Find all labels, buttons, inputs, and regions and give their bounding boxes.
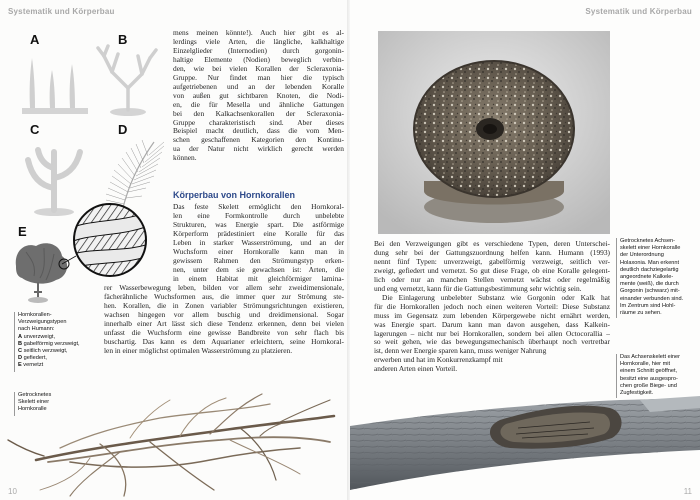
photo-caption-bottom: Das Achsenskelett einer Hornkoralle, hier mit einem Schnitt geöffnet, besitzt eine ausgespro- chen große Biege- und Zugfestigkeit.: [620, 354, 681, 397]
figure-caption-title-line: Hornkorallen-: [18, 312, 52, 318]
skeleton-caption: Getrocknetes Skelett einer Hornkoralle: [18, 392, 52, 413]
cut-coral-branch-photo: [350, 378, 700, 500]
figure-caption-item: B gabelförmig verzweigt,: [18, 340, 80, 347]
page-number-left: 10: [8, 487, 17, 496]
figure-caption-title-line: Verzweigungstypen: [18, 319, 67, 326]
figure-letter-c: C: [30, 122, 40, 137]
body-text-right: Bei den Verzweigungen gibt es verschiedene Typen, deren Unterschei- dung sehr bei der Gattungszuordnung helfen kann. Humann (1993) nennt fünf Typen: unverzweigt, gabelförmig verzweigt, seitlich ver- zweigt, gefiedert und vernetzt. So gut diese Frage, ob eine Koralle gelegent- lich oder nur an manchen Stellen vernetzt wächst oder regelmäßig und eng vernetzt, kann für die Gattungsbestimmung sehr wichtig sein. Die Einlagerung unbelebter Substanz wie Gorgonin oder Kalk hat für die Hornkorallen jedoch noch einen weiteren Vorteil: Diese Substanz muss im Gegensatz zum lebenden Körpergewebe nicht ernährt werden, was Energie spart. Darum kann man davon ausgehen, dass Kalkein- lagerungen – nicht nur bei Hornkorallen, sondern bei allen Octocorallia – so weit gehen, wie das bewegungsmechanisch überhaupt noch vertretbar ist, denn wer Energie sparen kann, muss weniger Nahrung erwerben und hat im Konkurrenzkampf mit anderen Arten einen Vorteil.: [374, 239, 610, 374]
magnified-detail-illustration: [70, 200, 150, 280]
right-page: [350, 0, 700, 500]
figure-caption-item: D gefiedert,: [18, 355, 47, 362]
body-text-column-1: mens meinen könnte!). Auch hier gibt es al- lerdings viele Arten, die längliche, kalkhaltige Einzelglieder (Internodien) durch gorgonin- haltige Elemente (Nodien) beweglich verbin- den, wie bei vielen Korallen der Scleraxonia- Gruppe. Nur findet man hier die typisch aufgetriebenen und an der lebenden Koralle von außen gut sichtbaren Knoten, die Nodi- en, die für Mesella und ähnliche Gattungen bei den Kalkachsenkorallen der Scleraxonia- Gruppe charakteristisch sind. Aber dieses Beispiel macht deutlich, dass die vom Men- schen geschaffenen Kategorien den Kontinu- ua der Natur nicht wirklich gerecht werden können.: [173, 28, 344, 163]
running-head-right: Systematik und Körperbau: [585, 7, 692, 16]
figure-caption-item: A unverzweigt,: [18, 333, 56, 340]
figure-letter-e: E: [18, 224, 27, 239]
figure-letter-b: B: [118, 32, 128, 47]
figure-caption-title-line: nach Humann:: [18, 326, 55, 333]
figure-letter-d: D: [118, 122, 128, 137]
photo-caption-top-rule: [616, 238, 617, 318]
figure-caption-item: E vernetzt: [18, 362, 44, 369]
page-number-right: 11: [683, 487, 692, 496]
running-head-left: Systematik und Körperbau: [8, 7, 115, 16]
figure-letter-a: A: [30, 32, 40, 47]
caption-rule: [14, 312, 15, 372]
branching-type-b-illustration: [92, 44, 164, 118]
figure-caption: [18, 312, 118, 370]
figure-caption-item: C seitlich verzweigt,: [18, 348, 68, 355]
dried-coral-skeleton-photo: [0, 378, 350, 500]
section-heading: Körperbau von Hornkorallen: [173, 190, 296, 200]
body-text-column-3: rer Wasserbewegung leben, bilden vor allem sehr zweidimensionale, fächerähnliche Wuchsformen aus, die immer quer zur Strömung ste- hen. Korallen, die in Zonen variabler Strömungsrichtungen existieren, wachsen hingegen vor allem buschig und dreidimensional. Sogar innerhalb einer Art lässt sich diese Tendenz erkennen, denn bei vielen unfasst die Wuchsform eine gewisse Bandbreite von sehr flach bis buschartig. Das kann es dem Aquarianer erleichtern, seine Hornkoral- len in einer möglichst optimalen Wasserströmung zu platzieren.: [104, 283, 344, 355]
branching-type-a-illustration: [14, 50, 94, 120]
photo-caption-top: Getrocknetes Achsen- skelett einer Hornkoralle der Unterordnung Holaxonia. Man erkennt deutlich dachziegelartig angeordnete Kalkele- mente (weiß), die durch Gorgonin (schwarz) mit- einander verbunden sind. Im Zentrum sind Hohl- räume zu sehen.: [620, 238, 684, 317]
body-text-column-2: Das feste Skelett ermöglicht den Hornkoral- len eine Formkontrolle durch unbelebte Strukturen, was Energie spart. Die astförmige Körperform prädestiniert eine Koralle für das Leben in starker Wasserströmung, und an der Wuchsform einer Hornkoralle kann man in gewissem Rahmen den Strömungstyp erken- nen, unter dem sie gewachsen ist: Arten, die in einem Habitat mit gleichförmiger lamina-: [173, 202, 344, 283]
axial-skeleton-cross-section-photo: [378, 31, 610, 234]
